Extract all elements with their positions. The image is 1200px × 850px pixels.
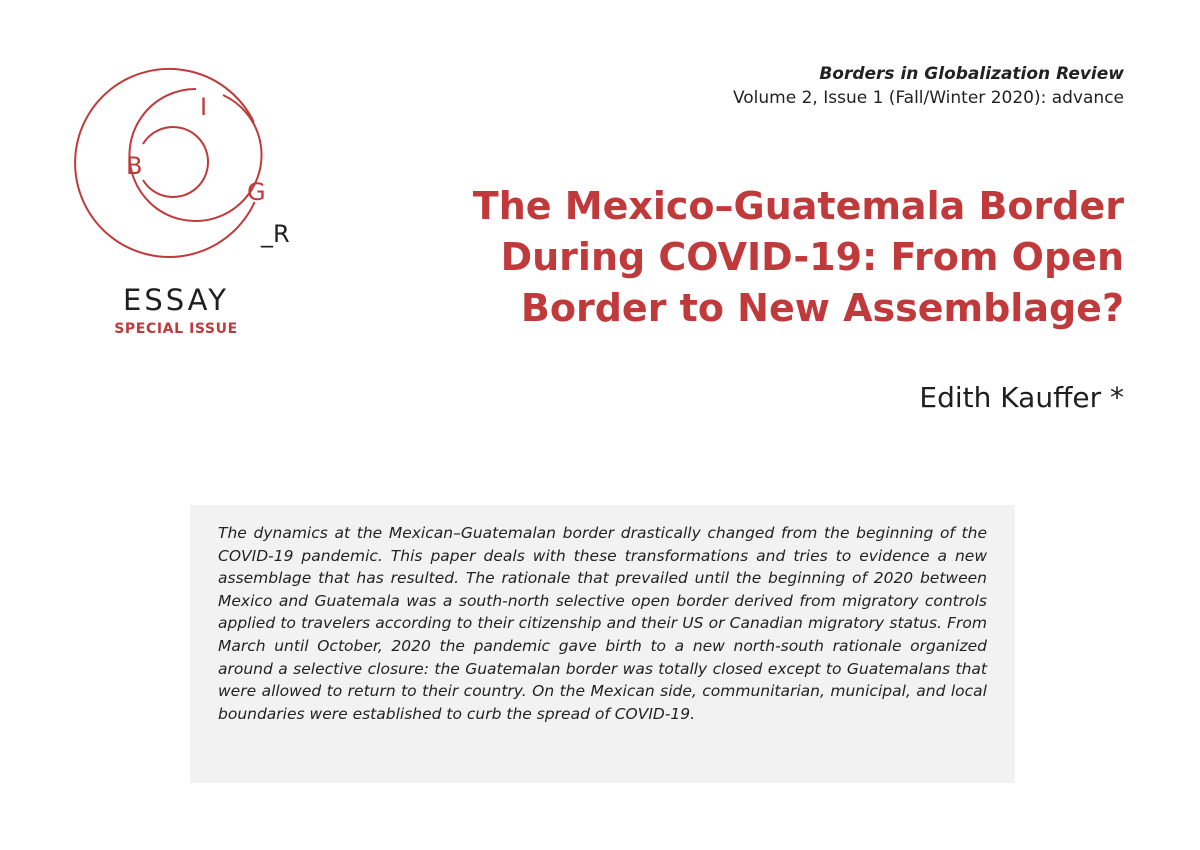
article-title [404, 181, 1124, 334]
essay-label: ESSAY [123, 283, 229, 317]
abstract-box [190, 505, 1015, 783]
logo-letter-r: _R [261, 220, 290, 248]
logo-middle-ring [130, 89, 262, 221]
journal-issue: Volume 2, Issue 1 (Fall/Winter 2020): advance [732, 88, 1124, 108]
logo-letter-i: I [200, 93, 208, 121]
abstract-text: The dynamics at the Mexican–Guatemalan border drastically changed from the beginning of the COVID-19 pandemic. This paper deals with these transformations and tries to evidence a new assemblage that has resulted. The rationale that prevailed until the beginning of 2020 between Mexico and Guatemala was a south-north selective open border derived from migratory controls applied to travelers according to their citizenship and their US or Canadian migratory status. From March until October, 2020 the pandemic gave birth to a new north-south rationale organized around a selective closure: the Guatemalan border was totally closed except to Guatemalans that were allowed to return to their country. On the Mexican side, communitarian, municipal, and local boundaries were established to curb the spread of COVID-19. [218, 524, 987, 723]
logo-letter-g: G [247, 178, 266, 206]
author-name: Edith Kauffer * [919, 381, 1124, 414]
special-issue-label: SPECIAL ISSUE [114, 321, 238, 337]
big-r-logo [66, 62, 316, 262]
logo-inner-ring [143, 127, 208, 197]
title-line: Border to New Assemblage? [520, 286, 1124, 330]
title-line: The Mexico–Guatemala Border [472, 184, 1124, 228]
title-line: During COVID-19: From Open [500, 235, 1124, 279]
logo-letter-b: B [126, 152, 143, 180]
journal-name: Borders in Globalization Review [819, 64, 1124, 84]
